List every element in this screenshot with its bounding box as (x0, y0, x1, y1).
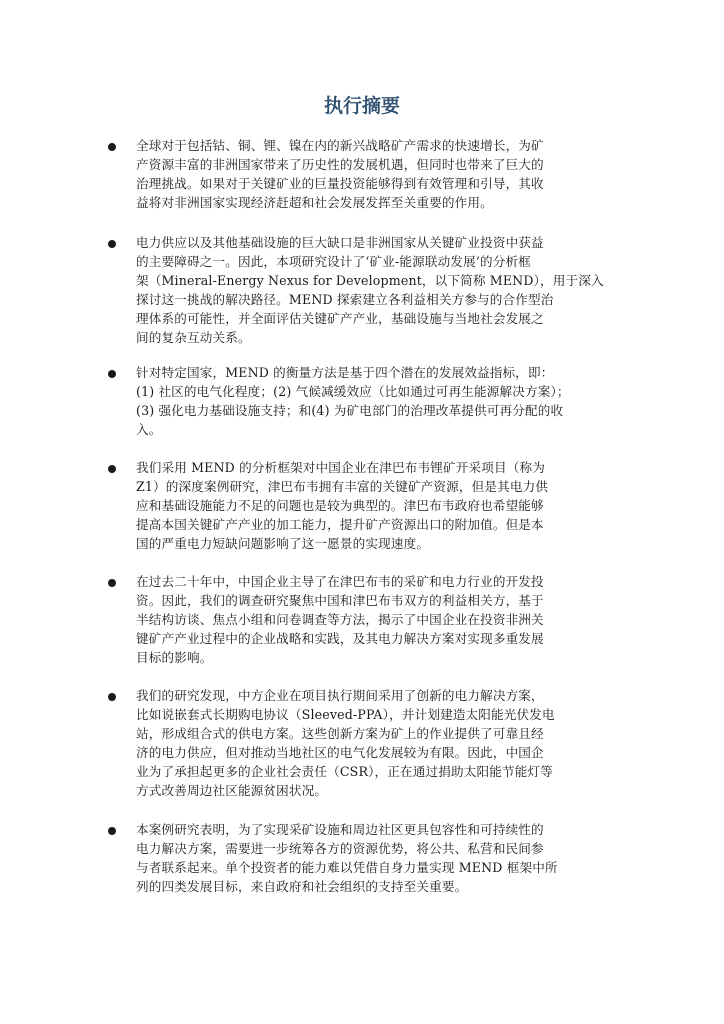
bullet-text: 在过去二十年中，中国企业主导了在津巴布韦的采矿和电力行业的开发投 资。因此，我们的调查研究聚焦中国和津巴布韦双方的利益相关方，基于 半结构访谈、焦点小组和问卷调查等方法，揭示了中国企业在投资非洲关 键矿产产业过程中的企业战略和实践，及其电力解决方案对实现多重发展 目标的影响。 (136, 574, 544, 665)
bullet-text: 电力供应以及其他基础设施的巨大缺口是非洲国家从关键矿业投资中获益 的主要障碍之一。因此，本项研究设计了‘矿业-能源联动发展’的分析框 架（Mineral-Energy Nexus for Development，以下简称 MEND），用于深入 探讨这一挑战的解决路径。MEND 探索建立各利益相关方参与的合作型治 理体系的可能性，并全面评估关键矿产产业，基础设施与当地社会发展之 间的复杂互动关系。 (136, 235, 604, 345)
bullet-text: 针对特定国家，MEND 的衡量方法是基于四个潜在的发展效益指标，即： (1) 社区的电气化程度；(2) 气候减缓效应（比如通过可再生能源解决方案）； (3) 强化电力基础设施支持；和(4) 为矿电部门的治理改革提供可再分配的收 入。 (136, 365, 570, 437)
bullet-dot-icon (108, 370, 116, 378)
bullet-dot-icon (108, 465, 116, 473)
bullet-text: 我们采用 MEND 的分析框架对中国企业在津巴布韦锂矿开采项目（称为 Z1）的深度案例研究，津巴布韦拥有丰富的关键矿产资源，但是其电力供 应和基础设施能力不足的问题也是较为典型的。津巴布韦政府也希望能够 提高本国关键矿产产业的加工能力，提升矿产资源出口的附加值。但是本 国的严重电力短缺问题影响了这一愿景的实现速度。 (136, 460, 549, 551)
bullet-dot-icon (108, 693, 116, 701)
bullet-text: 本案例研究表明，为了实现采矿设施和周边社区更具包容性和可持续性的 电力解决方案，需要进一步统筹各方的资源优势，将公共、私营和民间参 与者联系起来。单个投资者的能力难以凭借自身力量实现 MEND 框架中所 列的四类发展目标，来自政府和社会组织的支持至关重要。 (136, 822, 558, 894)
bullet-dot-icon (108, 827, 116, 835)
page-title: 执行摘要 (323, 95, 400, 117)
bullet-dot-icon (108, 579, 116, 587)
bullet-dot-icon (108, 143, 116, 151)
bullet-dot-icon (108, 240, 116, 248)
bullet-text: 全球对于包括钴、铜、锂、镍在内的新兴战略矿产需求的快速增长，为矿 产资源丰富的非洲国家带来了历史性的发展机遇，但同时也带来了巨大的 治理挑战。如果对于关键矿业的巨量投资能够得到有效管理和引导，其收 益将对非洲国家实现经济赶超和社会发展发挥至关重要的作用。 (136, 138, 544, 210)
bullet-text: 我们的研究发现，中方企业在项目执行期间采用了创新的电力解决方案， 比如说嵌套式长期购电协议（Sleeved-PPA），并计划建造太阳能光伏发电 站，形成组合式的供电方案。这些创新方案为矿上的作业提供了可靠且经 济的电力供应，但对推动当地社区的电气化发展较为有限。因此，中国企 业为了承担起更多的企业社会责任（CSR），正在通过捐助太阳能节能灯等 方式改善周边社区能源贫困状况。 (136, 688, 555, 798)
